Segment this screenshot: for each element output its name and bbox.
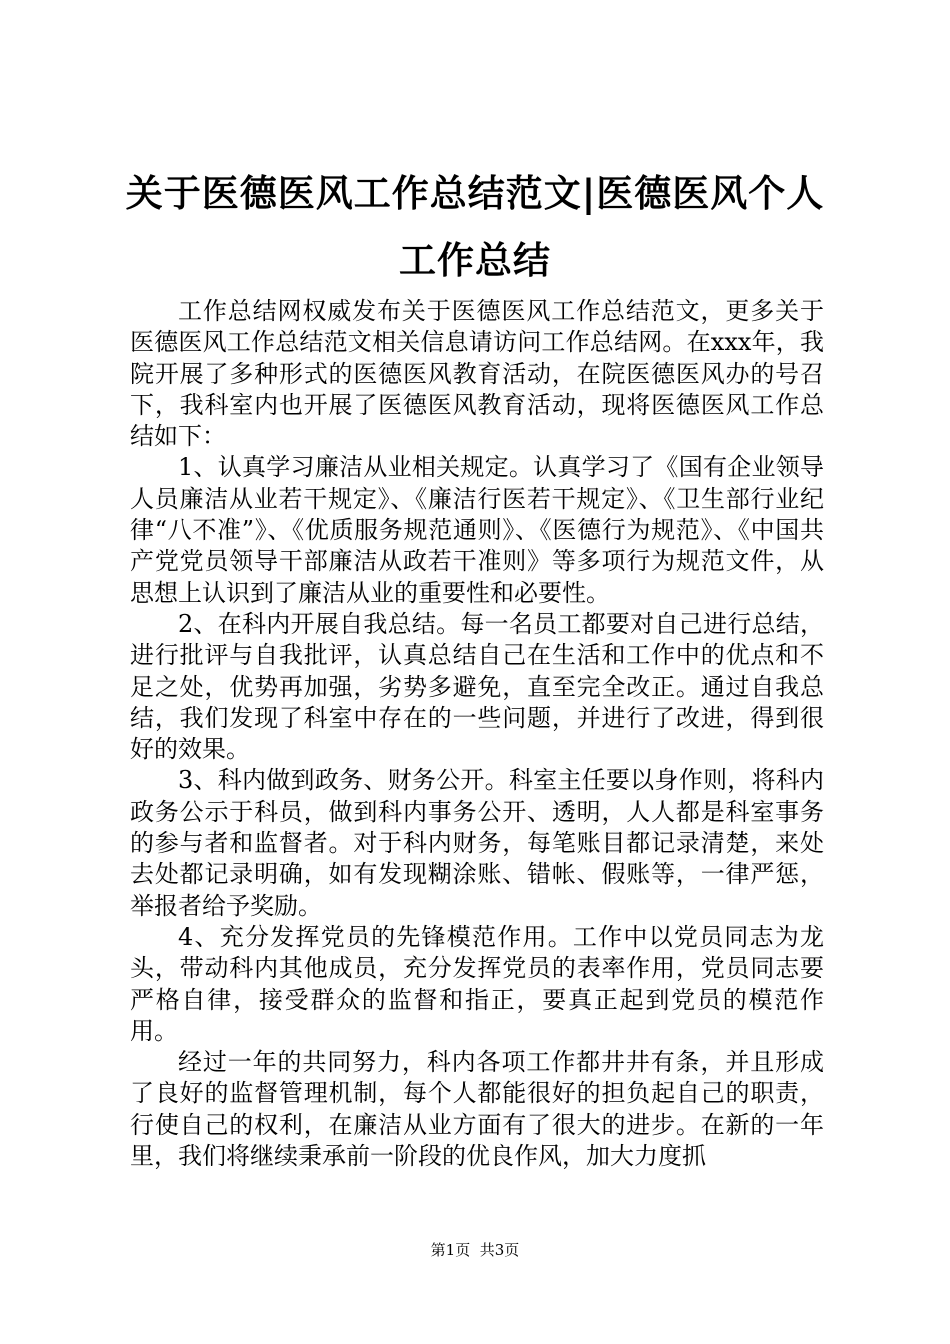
paragraph-item-1: 1、认真学习廉洁从业相关规定。认真学习了《国有企业领导人员廉洁从业若干规定》、《廉洁行医若干规定》、《卫生部行业纪律“八不准”》、《优质服务规范通则》、《医德行为规范》、《中国共产党党员领导干部廉洁从政若干准则》等多项行为规范文件，从思想上认识到了廉洁从业的重要性和必要性。 [130,453,824,607]
page-number: 第1页 [430,1241,471,1259]
document-body [130,296,824,1172]
paragraph-conclusion: 经过一年的共同努力，科内各项工作都井井有条，并且形成了良好的监督管理机制，每个人都能很好的担负起自己的职责，行使自己的权利，在廉洁从业方面有了很大的进步。在新的一年里，我们将继续秉承前一阶段的优良作风，加大力度抓 [130,1048,824,1171]
paragraph-item-4: 4、充分发挥党员的先锋模范作用。工作中以党员同志为龙头，带动科内其他成员，充分发挥党员的表率作用，党员同志要严格自律，接受群众的监督和指正，要真正起到党员的模范作用。 [130,922,824,1045]
page-total: 共3页 [479,1241,520,1259]
paragraph-intro: 工作总结网权威发布关于医德医风工作总结范文，更多关于医德医风工作总结范文相关信息请访问工作总结网。在xxx年，我院开展了多种形式的医德医风教育活动，在院医德医风办的号召下，我科室内也开展了医德医风教育活动，现将医德医风工作总结如下： [130,297,824,451]
paragraph-item-2: 2、在科内开展自我总结。每一名员工都要对自己进行总结，进行批评与自我批评，认真总结自己在生活和工作中的优点和不足之处，优势再加强，劣势多避免，直至完全改正。通过自我总结，我们发现了科室中存在的一些问题，并进行了改进，得到很好的效果。 [130,609,824,764]
paragraph-item-3: 3、科内做到政务、财务公开。科室主任要以身作则，将科内政务公示于科员，做到科内事务公开、透明，人人都是科室事务的参与者和监督者。对于科内财务，每笔账目都记录清楚，来处去处都记录明确，如有发现糊涂账、错帐、假账等，一律严惩，举报者给予奖励。 [130,766,824,920]
document-title: 关于医德医风工作总结范文|医德医风个人工作总结 [125,172,825,282]
page-footer [0,1240,950,1260]
